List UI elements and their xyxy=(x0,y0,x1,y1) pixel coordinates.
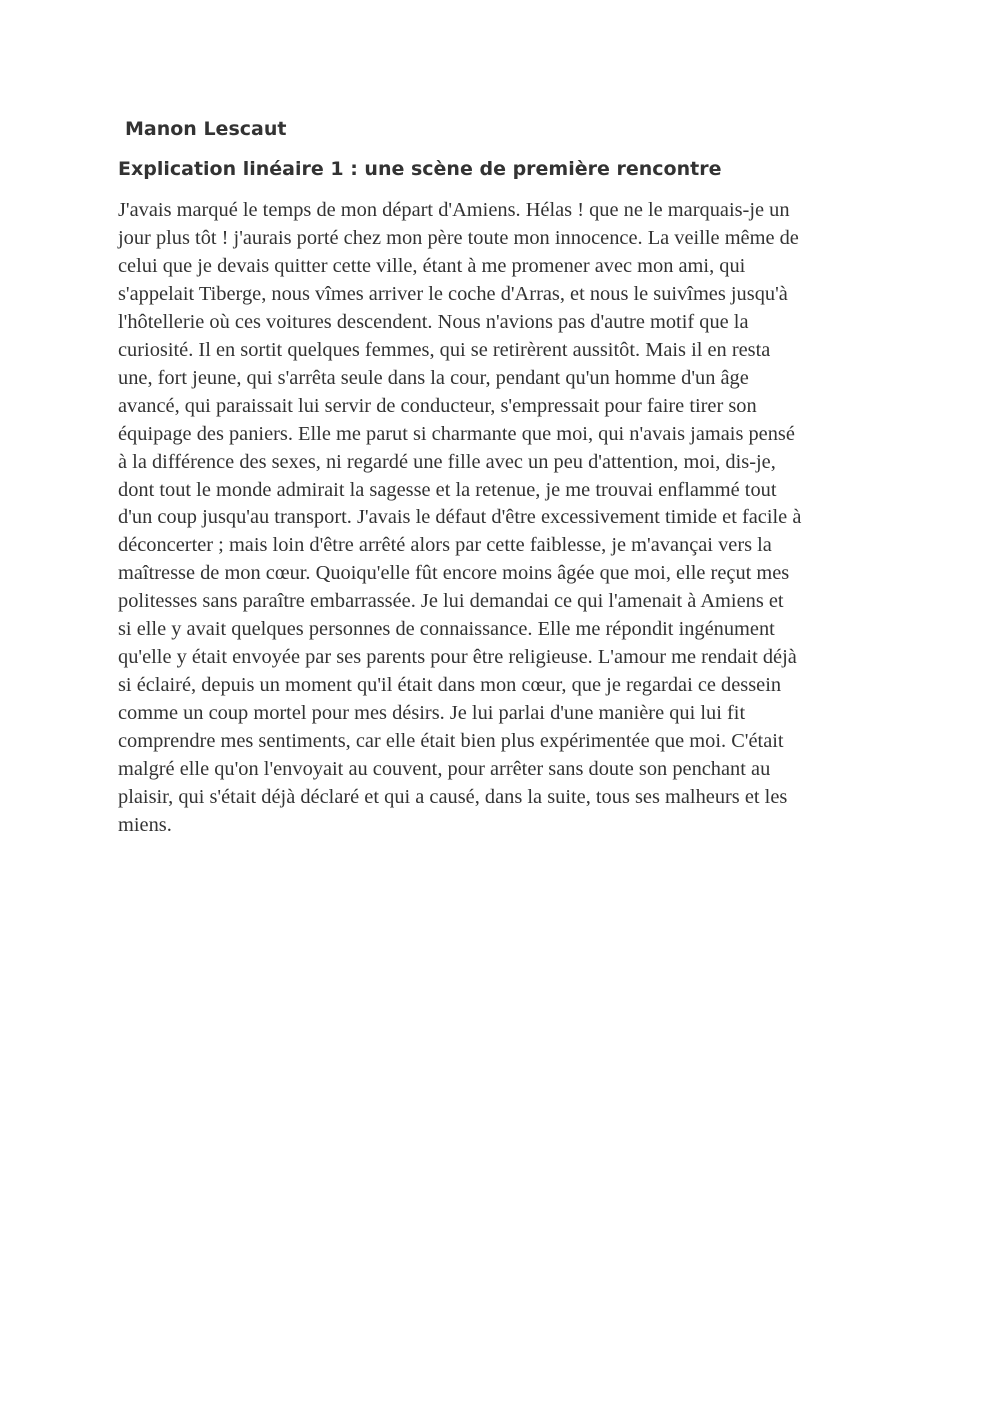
body-line: maîtresse de mon cœur. Quoiqu'elle fût encore moins âgée que moi, elle reçut mes xyxy=(118,562,790,585)
body-line: malgré elle qu'on l'envoyait au couvent, pour arrêter sans doute son penchant au xyxy=(118,758,771,781)
body-line: celui que je devais quitter cette ville, étant à me promener avec mon ami, qui xyxy=(118,254,746,277)
body-line: curiosité. Il en sortit quelques femmes, qui se retirèrent aussitôt. Mais il en resta xyxy=(118,338,771,361)
body-line: s'appelait Tiberge, nous vîmes arriver le coche d'Arras, et nous le suivîmes jusqu'à xyxy=(118,282,788,305)
body-line: comprendre mes sentiments, car elle était bien plus expérimentée que moi. C'était xyxy=(118,730,784,753)
body-line: équipage des paniers. Elle me parut si charmante que moi, qui n'avais jamais pensé xyxy=(118,422,795,445)
body-line: d'un coup jusqu'au transport. J'avais le défaut d'être excessivement timide et facile à xyxy=(118,506,802,529)
body-line: dont tout le monde admirait la sagesse et la retenue, je me trouvai enflammé tout xyxy=(118,478,777,501)
body-line: à la différence des sexes, ni regardé une fille avec un peu d'attention, moi, dis-je, xyxy=(118,450,776,473)
document-subtitle: Explication linéaire 1 : une scène de première rencontre xyxy=(118,158,722,180)
body-line: qu'elle y était envoyée par ses parents pour être religieuse. L'amour me rendait déjà xyxy=(118,646,797,669)
body-line: si elle y avait quelques personnes de connaissance. Elle me répondit ingénument xyxy=(118,618,775,641)
body-line: politesses sans paraître embarrassée. Je lui demandai ce qui l'amenait à Amiens et xyxy=(118,590,784,613)
body-line: l'hôtellerie où ces voitures descendent. Nous n'avions pas d'autre motif que la xyxy=(118,310,749,333)
body-line: comme un coup mortel pour mes désirs. Je lui parlai d'une manière qui lui fit xyxy=(118,702,746,725)
body-line: avancé, qui paraissait lui servir de conducteur, s'empressait pour faire tirer son xyxy=(118,394,757,417)
body-line: déconcerter ; mais loin d'être arrêté alors par cette faiblesse, je m'avançai vers la xyxy=(118,534,772,557)
body-line: miens. xyxy=(118,813,172,836)
body-line: si éclairé, depuis un moment qu'il était dans mon cœur, que je regardai ce dessein xyxy=(118,674,782,697)
document-title: Manon Lescaut xyxy=(125,118,287,140)
body-line: jour plus tôt ! j'aurais porté chez mon père toute mon innocence. La veille même de xyxy=(118,226,799,249)
document-body xyxy=(118,197,801,840)
body-line: J'avais marqué le temps de mon départ d'Amiens. Hélas ! que ne le marquais-je un xyxy=(118,199,790,221)
body-line: une, fort jeune, qui s'arrêta seule dans la cour, pendant qu'un homme d'un âge xyxy=(118,366,749,389)
body-line: plaisir, qui s'était déjà déclaré et qui a causé, dans la suite, tous ses malheurs et les xyxy=(118,786,788,809)
